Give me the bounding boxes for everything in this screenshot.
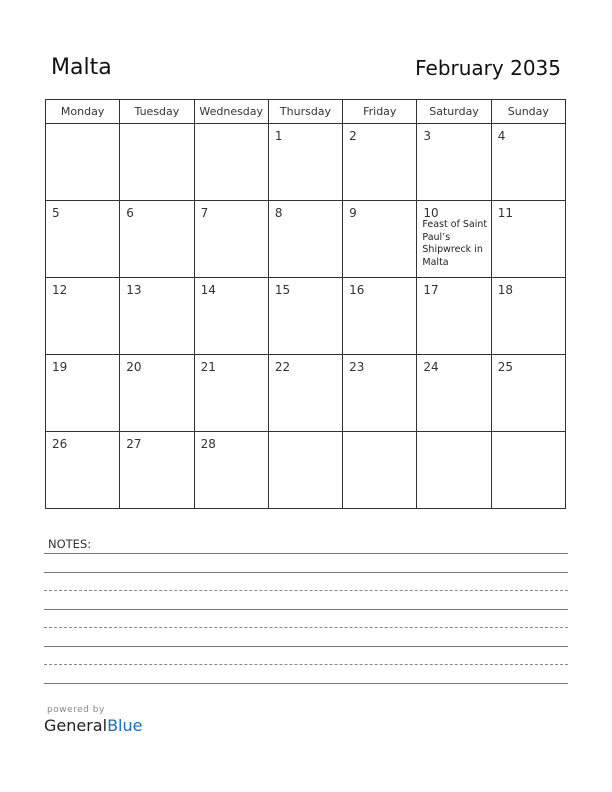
day-number: 7 xyxy=(200,206,209,220)
day-cell xyxy=(268,278,342,355)
notes-line xyxy=(44,683,568,684)
day-cell xyxy=(46,355,120,432)
day-number: 5 xyxy=(52,206,60,220)
day-number: 18 xyxy=(497,283,513,297)
day-cell xyxy=(268,355,342,432)
weekday-header: Sunday xyxy=(491,100,565,124)
notes-line xyxy=(44,627,568,628)
week-row xyxy=(46,355,566,432)
day-cell xyxy=(491,124,565,201)
day-number: 1 xyxy=(274,129,283,143)
day-number: 11 xyxy=(497,206,513,220)
day-number: 23 xyxy=(349,360,365,374)
day-number: 17 xyxy=(423,283,439,297)
weekday-header: Tuesday xyxy=(120,100,194,124)
day-cell xyxy=(343,278,417,355)
day-cell xyxy=(194,201,268,278)
day-cell xyxy=(343,355,417,432)
weekday-header: Thursday xyxy=(268,100,342,124)
day-number: 16 xyxy=(349,283,365,297)
notes-line xyxy=(44,553,568,554)
day-number: 10 xyxy=(423,206,439,220)
day-number: 12 xyxy=(52,283,68,297)
holiday-event: Feast of Saint Paul’s Shipwreck in Malta xyxy=(422,219,488,268)
day-cell xyxy=(120,278,194,355)
day-number: 21 xyxy=(200,360,216,374)
day-cell xyxy=(120,124,194,201)
day-cell xyxy=(120,432,194,509)
notes-label: NOTES: xyxy=(48,537,92,551)
brand-general: General xyxy=(44,716,108,735)
day-number: 3 xyxy=(423,129,432,143)
day-cell xyxy=(417,278,491,355)
day-cell xyxy=(120,201,194,278)
day-cell xyxy=(194,124,268,201)
day-number: 20 xyxy=(126,360,142,374)
brand-blue: Blue xyxy=(107,716,143,735)
day-number: 19 xyxy=(52,360,68,374)
day-number: 15 xyxy=(274,283,291,297)
weekday-header-row xyxy=(46,100,566,124)
notes-line xyxy=(44,664,568,665)
notes-line xyxy=(44,646,568,647)
week-row xyxy=(46,201,566,278)
day-cell xyxy=(120,355,194,432)
country-title: Malta xyxy=(51,55,112,80)
day-cell xyxy=(491,278,565,355)
day-number: 26 xyxy=(52,437,68,451)
weekday-header: Monday xyxy=(46,100,120,124)
day-cell xyxy=(491,201,565,278)
notes-line xyxy=(44,609,568,610)
day-cell xyxy=(46,124,120,201)
day-cell xyxy=(417,355,491,432)
day-cell xyxy=(268,201,342,278)
day-cell xyxy=(194,432,268,509)
day-cell xyxy=(417,201,491,278)
notes-line xyxy=(44,590,568,591)
day-number: 8 xyxy=(274,206,283,220)
weekday-header: Friday xyxy=(343,100,417,124)
day-cell xyxy=(343,432,417,509)
notes-line xyxy=(44,572,568,573)
day-number: 27 xyxy=(126,437,142,451)
day-number: 14 xyxy=(200,283,216,297)
day-number: 28 xyxy=(200,437,216,451)
brand-logo xyxy=(44,716,142,735)
day-number: 24 xyxy=(423,360,439,374)
day-number: 6 xyxy=(126,206,134,220)
day-cell xyxy=(491,432,565,509)
day-number: 13 xyxy=(126,283,142,297)
month-year-title: February 2035 xyxy=(415,56,561,80)
calendar-grid xyxy=(45,99,566,509)
day-number: 4 xyxy=(497,129,506,143)
day-number: 9 xyxy=(349,206,357,220)
day-number: 25 xyxy=(497,360,513,374)
day-cell xyxy=(417,432,491,509)
day-cell xyxy=(46,201,120,278)
day-cell xyxy=(343,201,417,278)
week-row xyxy=(46,278,566,355)
day-cell xyxy=(491,355,565,432)
day-cell xyxy=(268,124,342,201)
day-number: 2 xyxy=(349,129,357,143)
weekday-header: Saturday xyxy=(417,100,491,124)
powered-by-text: powered by xyxy=(47,705,105,715)
week-row xyxy=(46,124,566,201)
day-number: 22 xyxy=(274,360,291,374)
day-cell xyxy=(194,355,268,432)
day-cell xyxy=(343,124,417,201)
day-cell xyxy=(46,278,120,355)
day-cell xyxy=(417,124,491,201)
week-row xyxy=(46,432,566,509)
day-cell xyxy=(194,278,268,355)
day-cell xyxy=(46,432,120,509)
day-cell xyxy=(268,432,342,509)
weekday-header: Wednesday xyxy=(194,100,268,124)
